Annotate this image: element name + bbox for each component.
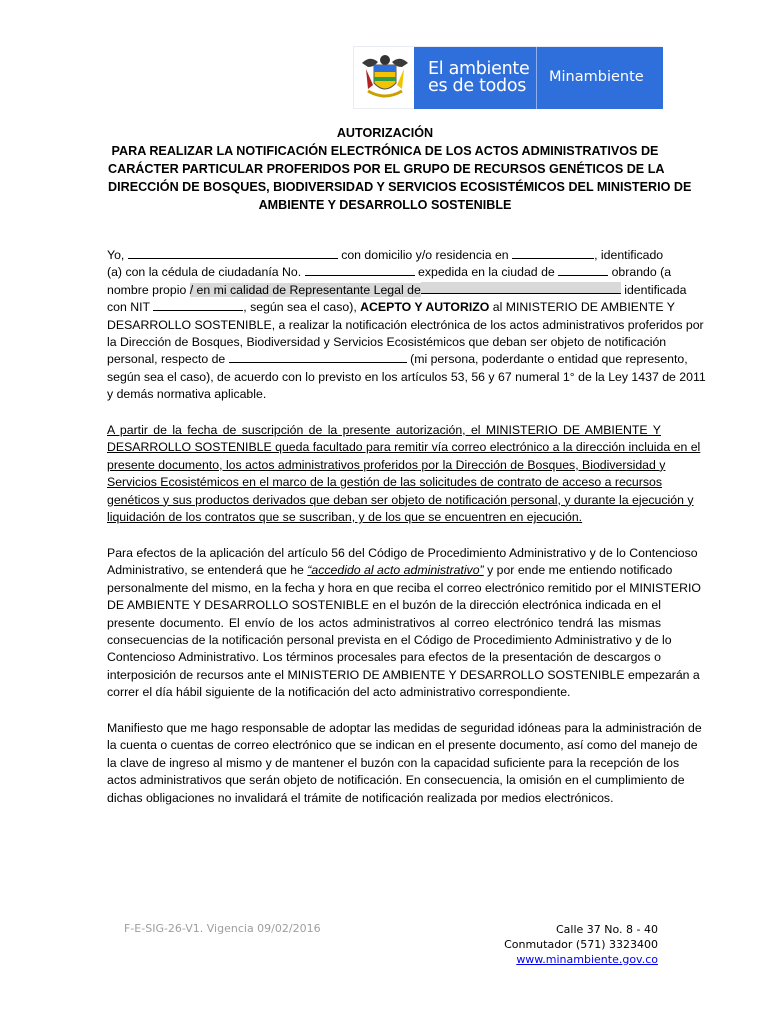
authorization-form-paragraph: Yo, con domicilio y/o residencia en , identificado (a) con la cédula de ciudadanía No. expedida en la ciudad de obrando (a nombre propio / en mi calidad de Representante Legal de identificada con NIT , según sea el caso), ACEPTO Y AUTORIZO al MINISTERIO DE AMBIENTE Y DESARROLLO SOSTENIBLE, a realizar la notificación electrónica de los actos administrativos proferidos por la Dirección de Bosques, Biodiversidad y Servicios Ecosistémicos que deban ser objeto de notificación personal, respecto de (mi persona, poderdante o entidad que represento, según sea el caso), de acuerdo con lo previsto en los artículos 53, 56 y 67 numeral 1° de la Ley 1437 de 2011 y demás normativa aplicable. xyxy=(107,248,706,402)
address: Calle 37 No. 8 - 40 xyxy=(555,923,658,936)
represented-party-field[interactable] xyxy=(229,351,407,363)
title-line: DIRECCIÓN DE BOSQUES, BIODIVERSIDAD Y SERVICIOS ECOSISTÉMICOS DEL MINISTERIO DE xyxy=(108,180,692,194)
legal-representative-option: / en mi calidad de Representante Legal de xyxy=(189,282,421,297)
document-code: F-E-SIG-26-V1. Vigencia 09/02/2016 xyxy=(124,922,321,935)
notification-effects-paragraph: Para efectos de la aplicación del artículo 56 del Código de Procedimiento Administrativo y de lo Contencioso Administrativo, se entenderá que he “accedido al acto administrativo” y por ende me entiendo notificado personalmente del mismo, en la fecha y hora en que reciba el correo electrónico remitido por el MINISTERIO DE AMBIENTE Y DESARROLLO SOSTENIBLE en el buzón de la dirección electrónica indicada en el presente documento. El envío de los actos administrativos al correo electrónico tendrá las mismas consecuencias de la notificación personal prevista en el Código de Procedimiento Administrativo y de lo Contencioso Administrativo. Los términos procesales para efectos de la presentación de descargos o interposición de recursos ante el MINISTERIO DE AMBIENTE Y DESARROLLO SOSTENIBLE empezarán a correr el día hábil siguiente de la notificación del acto administrativo correspondiente. xyxy=(107,546,701,700)
title-line: PARA REALIZAR LA NOTIFICACIÓN ELECTRÓNICA DE LOS ACTOS ADMINISTRATIVOS DE xyxy=(111,144,659,158)
issue-city-field[interactable] xyxy=(558,264,608,276)
website-link[interactable]: www.minambiente.gov.co xyxy=(516,953,658,966)
id-number-field[interactable] xyxy=(305,264,415,276)
contact-block xyxy=(504,922,658,967)
title-line: CARÁCTER PARTICULAR PROFERIDOS POR EL GRUPO DE RECURSOS GENÉTICOS DE LA xyxy=(108,162,665,176)
residence-field[interactable] xyxy=(512,247,594,259)
banner-divider xyxy=(536,47,537,109)
authorization-scope-paragraph: A partir de la fecha de suscripción de la presente autorización, el MINISTERIO DE AMBIENTE Y DESARROLLO SOSTENIBLE queda facultado para remitir vía correo electrónico a la dirección incluida en el presente documento, los actos administrativos proferidos por la Dirección de Bosques, Biodiversidad y Servicios Ecosistémicos en el marco de la gestión de las solicitudes de contrato de acceso a recursos genéticos y sus productos derivados que deban ser objeto de notificación personal, y durante la ejecución y liquidación de los contratos que se suscriban, y de los que se encuentren en ejecución. xyxy=(107,423,701,524)
phone: Conmutador (571) 3323400 xyxy=(504,938,658,951)
brand-panel xyxy=(414,47,663,109)
nit-field[interactable] xyxy=(153,299,243,311)
title-line: AUTORIZACIÓN xyxy=(336,126,434,140)
slogan: El ambiente es de todos xyxy=(428,59,530,96)
company-field[interactable] xyxy=(421,282,621,294)
document-title xyxy=(108,124,692,214)
title-line: AMBIENTE Y DESARROLLO SOSTENIBLE xyxy=(258,198,512,212)
responsibility-paragraph: Manifiesto que me hago responsable de adoptar las medidas de seguridad idóneas para la administración de la cuenta o cuentas de correo electrónico que se indican en el presente documento, así como del manejo de la clave de ingreso al mismo y de mantener el buzón con la capacidad suficiente para la recepción de los actos administrativos que serán objeto de notificación. En consecuencia, la omisión en el cumplimiento de dichas obligaciones no invalidará el trámite de notificación realizada por medios electrónicos. xyxy=(107,721,702,805)
name-field[interactable] xyxy=(128,247,338,259)
header-banner xyxy=(353,46,662,109)
brand-name: Minambiente xyxy=(549,69,644,85)
coat-of-arms-icon xyxy=(356,49,414,107)
